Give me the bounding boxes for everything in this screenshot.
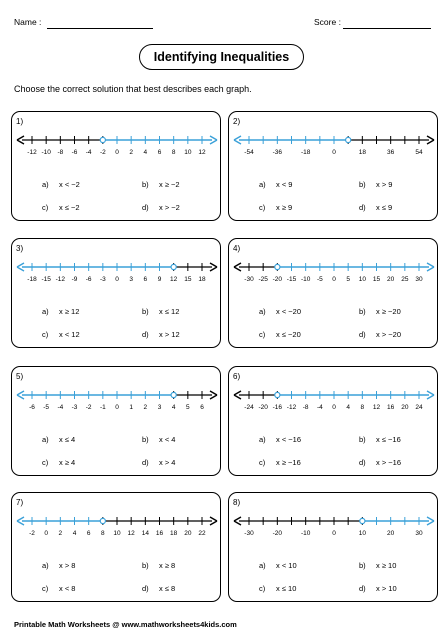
choice-letter: c) [42,584,49,593]
answer-choice[interactable] [42,584,75,593]
tick-label: 8 [101,530,105,537]
answer-choice[interactable] [359,561,396,570]
choice-text: x > 10 [376,584,397,593]
tick-label: 18 [358,149,366,156]
tick-label: 0 [332,276,336,283]
answer-choice[interactable] [42,561,75,570]
open-circle-icon [171,264,176,269]
number-line [12,507,222,541]
tick-label: 0 [332,149,336,156]
number-line [12,253,222,287]
tick-label: 15 [372,276,381,283]
answer-choice[interactable] [259,435,301,444]
problem-number: 8) [233,498,241,507]
answer-choice[interactable] [359,307,401,316]
choice-letter: b) [142,435,149,444]
tick-label: -1 [99,404,106,411]
problem-number: 7) [16,498,24,507]
choice-letter: c) [42,203,49,212]
tick-label: 24 [415,404,423,411]
answer-choice[interactable] [259,203,292,212]
tick-label: 54 [415,149,423,156]
problem-number: 5) [16,372,24,381]
choice-text: x ≥ 10 [376,561,397,570]
open-circle-icon [346,137,351,142]
tick-label: -24 [244,404,254,411]
tick-label: -10 [300,530,311,537]
tick-label: -9 [71,276,78,283]
choice-text: x ≥ −2 [159,180,180,189]
choice-text: x ≤ 10 [276,584,297,593]
answer-choice[interactable] [259,584,296,593]
choice-letter: b) [359,307,366,316]
answer-choice[interactable] [259,561,297,570]
answer-choice[interactable] [142,203,180,212]
choice-letter: c) [259,458,266,467]
tick-label: 6 [200,404,204,411]
number-line [229,507,439,541]
tick-label: 36 [387,149,395,156]
tick-label: -2 [29,530,35,537]
choice-text: x < −16 [276,435,302,444]
choice-letter: c) [42,330,49,339]
tick-label: -3 [99,276,106,283]
answer-choice[interactable] [359,180,392,189]
answer-choice[interactable] [359,330,401,339]
choice-letter: a) [42,435,49,444]
choice-text: x < 12 [59,330,80,339]
number-line [12,381,222,415]
tick-label: 0 [115,276,119,283]
problem-card [228,238,438,348]
tick-label: -15 [286,276,297,283]
choice-letter: c) [42,458,49,467]
answer-choice[interactable] [259,180,292,189]
tick-label: -6 [29,404,35,411]
tick-label: 0 [115,404,119,411]
choice-text: x ≤ 9 [376,203,393,212]
open-circle-icon [275,264,280,269]
answer-choice[interactable] [142,561,175,570]
score-line[interactable] [343,28,431,29]
tick-label: 6 [143,276,148,283]
tick-label: 2 [58,530,63,537]
tick-label: -30 [244,276,254,283]
choice-letter: d) [142,203,149,212]
tick-label: -2 [99,149,106,156]
choice-text: x < 4 [159,435,176,444]
tick-label: -10 [41,149,51,156]
tick-label: 0 [332,530,336,537]
problem-card [228,111,438,221]
problem-card [228,492,438,602]
choice-text: x ≥ −16 [276,458,301,467]
tick-label: 12 [198,149,206,156]
tick-label: -5 [43,404,50,411]
choice-letter: d) [359,330,366,339]
choice-letter: d) [142,330,149,339]
tick-label: -12 [286,404,297,411]
tick-label: -8 [57,149,64,156]
tick-label: 20 [387,276,395,283]
tick-label: 5 [346,276,350,283]
answer-choice[interactable] [259,330,301,339]
tick-label: -4 [85,149,92,156]
tick-label: 10 [358,530,366,537]
choice-text: x ≤ 4 [59,435,76,444]
tick-label: -30 [244,530,254,537]
answer-choice[interactable] [359,203,392,212]
number-line [229,126,439,160]
tick-label: 10 [113,530,121,537]
answer-choice[interactable] [142,180,180,189]
open-circle-icon [100,137,105,142]
tick-label: -12 [55,276,66,283]
open-circle-icon [360,518,365,523]
choice-letter: c) [259,584,266,593]
tick-label: 2 [143,404,148,411]
choice-letter: b) [359,435,366,444]
answer-choice[interactable] [42,180,80,189]
choice-text: x > −20 [376,330,402,339]
open-circle-icon [171,392,176,397]
choice-letter: d) [142,458,149,467]
score-label: Score : [314,17,341,27]
tick-label: -2 [85,404,92,411]
choice-text: x > 12 [159,330,180,339]
tick-label: 9 [157,276,162,283]
choice-text: x > 8 [59,561,76,570]
open-circle-icon [100,518,105,523]
tick-label: 4 [72,530,77,537]
tick-label: -18 [27,276,37,283]
tick-label: 16 [387,404,395,411]
name-label: Name : [14,17,42,27]
choice-text: x ≤ 12 [159,307,180,316]
tick-label: 30 [415,276,423,283]
choice-text: x ≤ −2 [59,203,80,212]
choice-text: x ≥ 12 [59,307,80,316]
tick-label: 20 [387,530,395,537]
choice-letter: c) [259,203,266,212]
choice-text: x > 4 [159,458,176,467]
tick-label: 10 [358,276,366,283]
tick-label: -4 [316,404,323,411]
choice-letter: b) [359,561,366,570]
answer-choice[interactable] [42,307,79,316]
choice-text: x > −16 [376,458,402,467]
tick-label: -12 [27,149,37,156]
tick-label: -20 [258,404,268,411]
tick-label: 0 [44,530,48,537]
tick-label: -20 [272,276,283,283]
tick-label: 2 [129,149,133,156]
tick-label: -25 [258,276,268,283]
tick-label: -3 [71,404,78,411]
tick-label: 10 [184,149,192,156]
tick-label: -20 [272,530,283,537]
tick-label: 8 [360,404,365,411]
choice-text: x ≥ −20 [376,307,401,316]
choice-letter: c) [259,330,266,339]
answer-choice[interactable] [42,435,75,444]
choice-letter: a) [259,180,266,189]
name-line[interactable] [47,28,153,29]
tick-label: 5 [186,404,190,411]
choice-text: x ≤ 8 [159,584,176,593]
problem-number: 3) [16,244,24,253]
choice-letter: b) [359,180,366,189]
tick-label: -15 [41,276,51,283]
footer-credit: Printable Math Worksheets @ www.mathworksheets4kids.com [14,620,237,629]
choice-letter: a) [42,307,49,316]
choice-text: x ≥ 8 [159,561,176,570]
tick-label: 4 [143,149,148,156]
tick-label: 8 [171,149,176,156]
choice-text: x > 9 [376,180,393,189]
worksheet-title: Identifying Inequalities [139,44,304,70]
choice-text: x ≤ −16 [376,435,401,444]
choice-letter: a) [259,561,266,570]
problem-card [11,238,221,348]
problem-number: 1) [16,117,24,126]
tick-label: 4 [171,404,176,411]
problem-card [11,492,221,602]
answer-choice[interactable] [142,458,175,467]
answer-choice[interactable] [42,203,80,212]
tick-label: 20 [401,404,409,411]
choice-letter: a) [42,561,49,570]
choice-text: x < 9 [276,180,293,189]
open-circle-icon [275,392,280,397]
choice-text: x < 8 [59,584,76,593]
choice-letter: d) [359,458,366,467]
tick-label: 20 [184,530,192,537]
choice-text: x ≤ −20 [276,330,301,339]
answer-choice[interactable] [142,330,180,339]
answer-choice[interactable] [359,458,401,467]
tick-label: 12 [127,530,135,537]
number-line [229,253,439,287]
tick-label: -16 [272,404,283,411]
problem-card [11,111,221,221]
tick-label: -4 [57,404,64,411]
tick-label: 18 [198,276,206,283]
problem-number: 2) [233,117,241,126]
choice-letter: b) [142,561,149,570]
choice-letter: b) [142,307,149,316]
choice-text: x < −20 [276,307,302,316]
choice-letter: d) [359,584,366,593]
answer-choice[interactable] [359,435,401,444]
choice-text: x < 10 [276,561,297,570]
choice-letter: b) [142,180,149,189]
tick-label: 1 [129,404,133,411]
tick-label: 18 [170,530,178,537]
tick-label: -5 [316,276,323,283]
answer-choice[interactable] [142,435,175,444]
choice-text: x < −2 [59,180,80,189]
choice-letter: a) [259,435,266,444]
tick-label: 22 [198,530,206,537]
answer-choice[interactable] [42,458,75,467]
tick-label: -8 [302,404,309,411]
answer-choice[interactable] [42,330,80,339]
tick-label: 0 [115,149,119,156]
choice-letter: a) [42,180,49,189]
answer-choice[interactable] [359,584,397,593]
tick-label: 15 [184,276,192,283]
tick-label: 16 [155,530,164,537]
tick-label: 3 [157,404,162,411]
tick-label: -10 [300,276,311,283]
choice-letter: d) [142,584,149,593]
tick-label: -36 [272,149,283,156]
tick-label: 6 [86,530,91,537]
problem-card [228,366,438,476]
tick-label: 4 [346,404,350,411]
tick-label: 6 [157,149,162,156]
tick-label: -18 [300,149,311,156]
choice-letter: a) [259,307,266,316]
choice-text: x > −2 [159,203,180,212]
number-line [12,126,222,160]
answer-choice[interactable] [142,584,175,593]
instruction-text: Choose the correct solution that best describes each graph. [14,84,252,94]
answer-choice[interactable] [259,458,301,467]
choice-text: x ≥ 4 [59,458,76,467]
tick-label: -6 [85,276,92,283]
number-line [229,381,439,415]
tick-label: -6 [71,149,78,156]
tick-label: 25 [401,276,409,283]
tick-label: 30 [415,530,423,537]
tick-label: 3 [129,276,133,283]
tick-label: 0 [332,404,336,411]
problem-number: 6) [233,372,241,381]
choice-letter: d) [359,203,366,212]
choice-text: x ≥ 9 [276,203,293,212]
problem-number: 4) [233,244,241,253]
answer-choice[interactable] [142,307,179,316]
tick-label: -54 [244,149,254,156]
tick-label: 14 [141,530,149,537]
answer-choice[interactable] [259,307,301,316]
tick-label: 12 [170,276,178,283]
problem-card [11,366,221,476]
tick-label: 12 [372,404,381,411]
